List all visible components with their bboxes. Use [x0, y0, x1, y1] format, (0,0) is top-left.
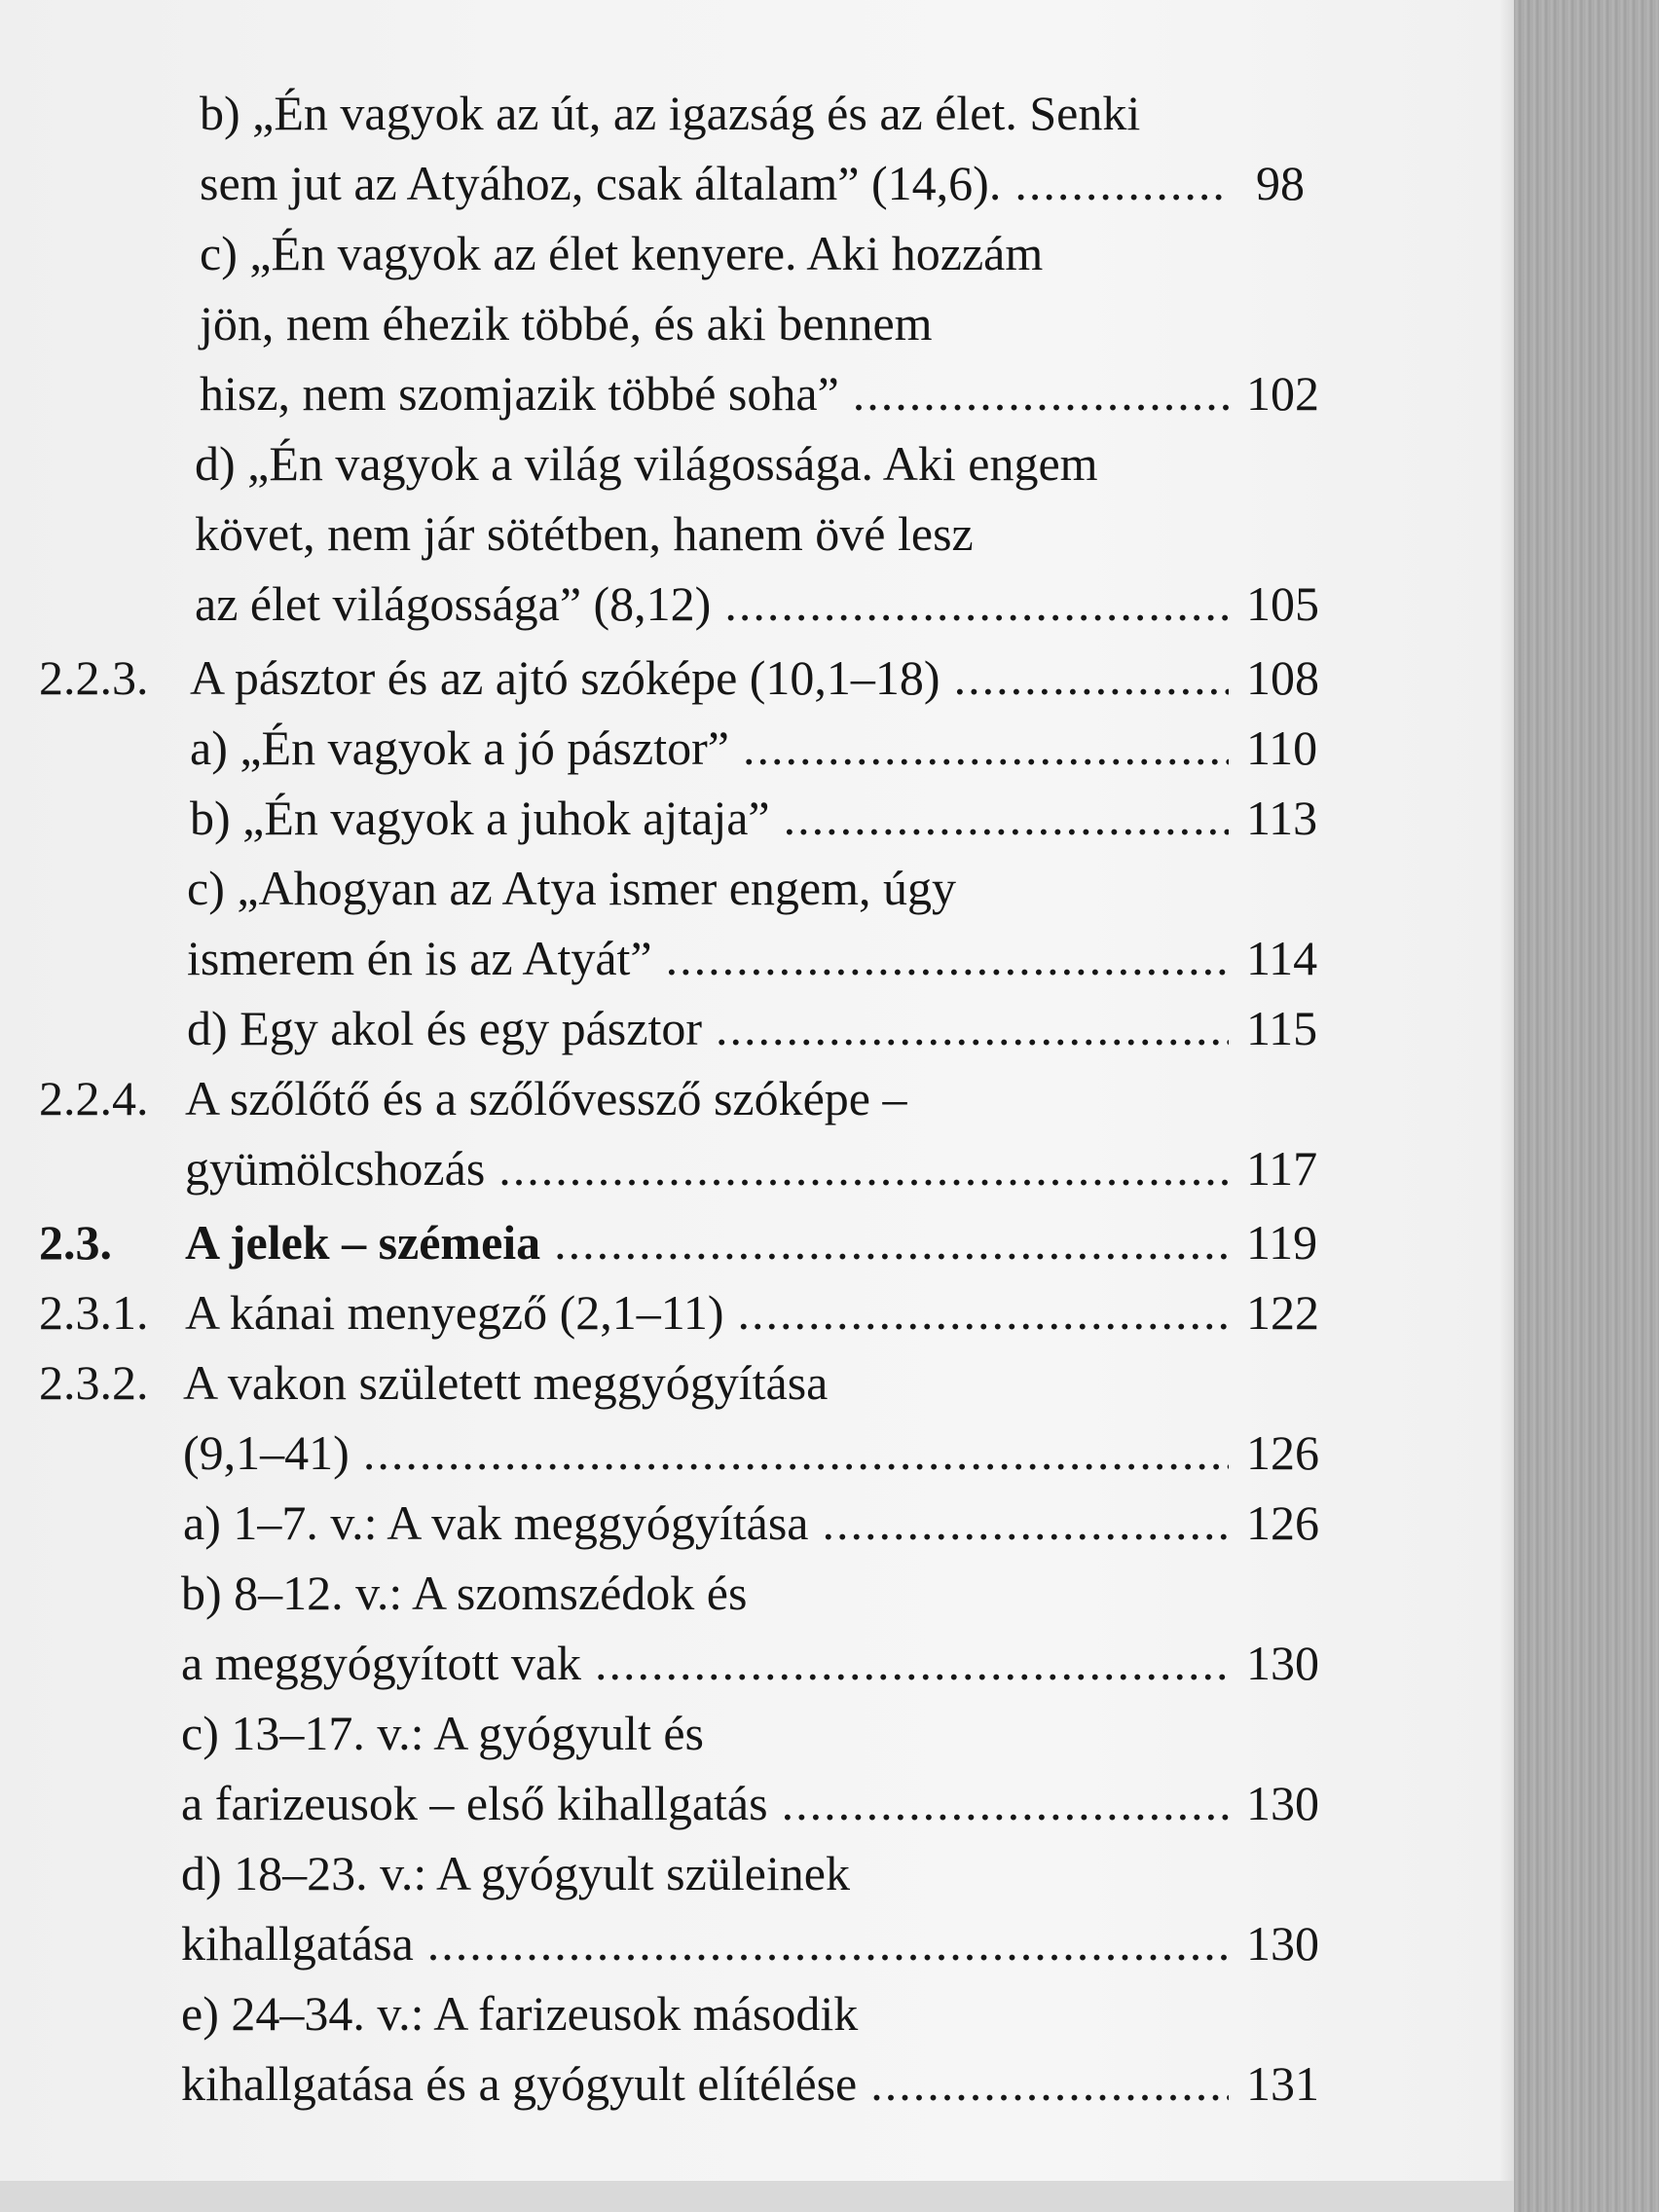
- entry-title-text: a) 1–7. v.: A vak meggyógyítása: [183, 1495, 809, 1550]
- dot-leader: [427, 1908, 1229, 1978]
- entry-title-text: ismerem én is az Atyát”: [187, 931, 652, 985]
- entry-title-text: c) 13–17. v.: A gyógyult és: [181, 1706, 705, 1760]
- page-number: 122: [1246, 1285, 1319, 1340]
- toc-entry-d-en-vagyok-a-vilag-vilagossaga: [39, 428, 1319, 639]
- dot-leader: [743, 713, 1229, 783]
- dot-leader: [363, 1418, 1229, 1488]
- toc-entry-c-ahogyan-az-atya: [39, 853, 1318, 993]
- dot-leader: [498, 1133, 1229, 1203]
- toc-entry-line: [39, 1698, 1305, 1768]
- page-number: 113: [1246, 791, 1318, 845]
- toc-entry-b-8-12: [39, 1558, 1319, 1698]
- page-number: 117: [1246, 1141, 1318, 1196]
- toc-entry-2-3-1: [39, 1277, 1319, 1347]
- toc-entry-c-13-17: [39, 1698, 1319, 1838]
- page-edge-shadow: [1499, 0, 1514, 2212]
- entry-title-text: A vakon született meggyógyítása: [183, 1355, 829, 1410]
- facing-page-edge: [1514, 0, 1659, 2212]
- page-number: 110: [1246, 720, 1318, 775]
- entry-title-text: (9,1–41): [183, 1425, 350, 1480]
- entry-title-text: sem jut az Atyához, csak általam” (14,6).: [200, 156, 1002, 210]
- dot-leader: [822, 1488, 1229, 1558]
- entry-title-text: gyümölcshozás: [185, 1141, 486, 1196]
- entry-title-text: jön, nem éhezik többé, és aki bennem: [200, 296, 933, 350]
- entry-title-text: kihallgatása és a gyógyult elítélése: [181, 2056, 858, 2111]
- dot-leader: [954, 643, 1229, 713]
- entry-title-text: a farizeusok – első kihallgatás: [181, 1776, 768, 1830]
- page-number: 105: [1246, 576, 1319, 631]
- dot-leader: [554, 1207, 1229, 1277]
- page-number: 130: [1246, 1916, 1319, 1971]
- toc-entry-line: [39, 1978, 1305, 2048]
- toc-entry-line: [39, 1418, 1319, 1488]
- entry-title-text: b) 8–12. v.: A szomszédok és: [181, 1566, 748, 1620]
- toc-entry-line: [39, 78, 1305, 148]
- entry-title-text: A pásztor és az ajtó szóképe (10,1–18): [190, 650, 940, 705]
- toc-entry-2-3-2: [39, 1347, 1319, 1488]
- toc-entry-line: [39, 993, 1318, 1063]
- toc-entry-2-2-3: [39, 643, 1319, 713]
- section-number: 2.3.2.: [39, 1355, 149, 1410]
- dot-leader: [724, 569, 1229, 639]
- dot-leader: [666, 923, 1229, 993]
- table-of-contents: [39, 78, 1319, 2119]
- bottom-edge: [0, 2181, 1514, 2212]
- toc-entry-e-24-34: [39, 1978, 1319, 2119]
- entry-title-text: c) „Ahogyan az Atya ismer engem, úgy: [187, 861, 957, 915]
- entry-title-text: A kánai menyegző (2,1–11): [185, 1285, 724, 1340]
- page-number: 131: [1246, 2056, 1319, 2111]
- toc-entry-c-en-vagyok-az-elet-kenyere: [39, 218, 1319, 428]
- entry-title-text: b) „Én vagyok a juhok ajtaja”: [190, 791, 770, 845]
- page-number: 108: [1246, 650, 1319, 705]
- section-number: 2.2.4.: [39, 1071, 149, 1125]
- entry-title-text: A jelek – szémeia: [185, 1215, 541, 1270]
- toc-entry-line: [39, 1277, 1319, 1347]
- page-number: 102: [1246, 366, 1319, 421]
- page-number: 126: [1246, 1495, 1319, 1550]
- toc-entry-line: [39, 498, 1305, 569]
- entry-title-text: A szőlőtő és a szőlővessző szóképe –: [185, 1071, 907, 1125]
- toc-entry-b-en-vagyok-az-ut: [39, 78, 1305, 218]
- toc-entry-line: [39, 218, 1305, 288]
- dot-leader: [853, 358, 1229, 428]
- toc-entry-line: [39, 1063, 1305, 1133]
- entry-title-text: d) Egy akol és egy pásztor: [187, 1001, 703, 1055]
- toc-entry-line: [39, 643, 1319, 713]
- toc-entry-a-1-7: [39, 1488, 1319, 1558]
- toc-entry-line: [39, 1207, 1318, 1277]
- toc-entry-line: [39, 1133, 1318, 1203]
- page-number: 114: [1246, 931, 1318, 985]
- toc-entry-2-3: [39, 1207, 1318, 1277]
- toc-entry-line: [39, 569, 1319, 639]
- entry-title-text: az élet világossága” (8,12): [195, 576, 712, 631]
- toc-entry-a-en-vagyok-a-jo-pasztor: [39, 713, 1318, 783]
- section-number: 2.3.1.: [39, 1285, 149, 1340]
- entry-title-text: a) „Én vagyok a jó pásztor”: [190, 720, 729, 775]
- entry-title-text: d) „Én vagyok a világ világossága. Aki engem: [195, 436, 1098, 491]
- toc-entry-line: [39, 853, 1305, 923]
- toc-entry-line: [39, 288, 1305, 358]
- entry-title-text: d) 18–23. v.: A gyógyult szüleinek: [181, 1846, 850, 1900]
- toc-entry-line: [39, 1838, 1305, 1908]
- dot-leader: [784, 783, 1229, 853]
- entry-title-text: e) 24–34. v.: A farizeusok második: [181, 1986, 859, 2041]
- toc-entry-line: [39, 1628, 1319, 1698]
- toc-entry-line: [39, 1768, 1319, 1838]
- toc-entry-line: [39, 713, 1318, 783]
- dot-leader: [1014, 148, 1229, 218]
- toc-entry-line: [39, 428, 1305, 498]
- toc-entry-d-18-23: [39, 1838, 1319, 1978]
- toc-entry-line: [39, 2048, 1319, 2119]
- toc-entry-d-egy-akol: [39, 993, 1318, 1063]
- entry-title-text: követ, nem jár sötétben, hanem övé lesz: [195, 506, 974, 561]
- toc-entry-line: [39, 358, 1319, 428]
- section-number: 2.2.3.: [39, 650, 149, 705]
- toc-entry-2-2-4: [39, 1063, 1318, 1203]
- entry-title-text: b) „Én vagyok az út, az igazság és az élet. Senki: [200, 86, 1141, 140]
- entry-title-text: kihallgatása: [181, 1916, 414, 1971]
- toc-entry-line: [39, 783, 1318, 853]
- page-number: 126: [1246, 1425, 1319, 1480]
- section-number: 2.3.: [39, 1215, 112, 1270]
- toc-entry-line: [39, 1908, 1319, 1978]
- entry-title-text: hisz, nem szomjazik többé soha”: [200, 366, 839, 421]
- toc-entry-line: [39, 1347, 1305, 1418]
- page-number: 98: [1256, 156, 1305, 210]
- entry-title-text: c) „Én vagyok az élet kenyere. Aki hozzám: [200, 226, 1044, 280]
- dot-leader: [738, 1277, 1229, 1347]
- page-number: 115: [1246, 1001, 1318, 1055]
- page-number: 119: [1246, 1215, 1318, 1270]
- toc-entry-line: [39, 923, 1318, 993]
- toc-entry-line: [39, 1558, 1305, 1628]
- page-number: 130: [1246, 1636, 1319, 1690]
- toc-entry-b-en-vagyok-a-juhok-ajtaja: [39, 783, 1318, 853]
- toc-entry-line: [39, 1488, 1319, 1558]
- dot-leader: [782, 1768, 1229, 1838]
- toc-entry-line: [39, 148, 1305, 218]
- dot-leader: [870, 2048, 1229, 2119]
- entry-title-text: a meggyógyított vak: [181, 1636, 582, 1690]
- dot-leader: [716, 993, 1229, 1063]
- page-number: 130: [1246, 1776, 1319, 1830]
- dot-leader: [595, 1628, 1229, 1698]
